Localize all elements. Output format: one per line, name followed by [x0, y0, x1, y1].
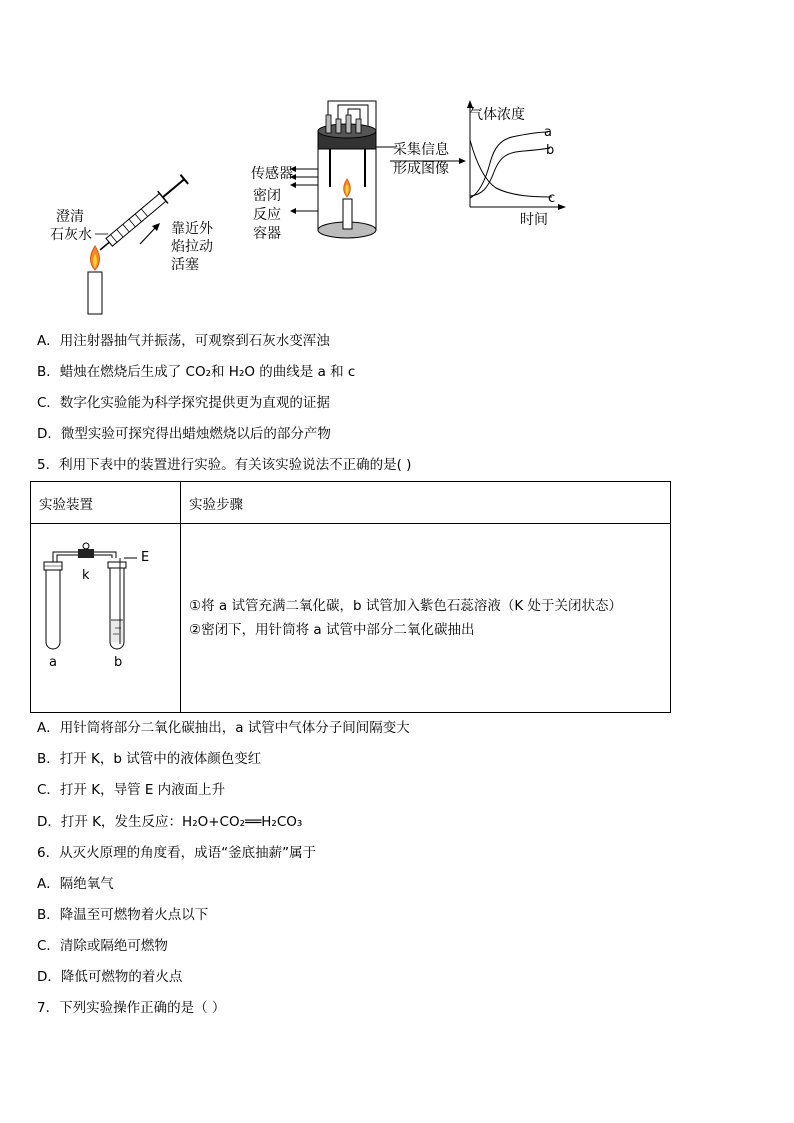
q6-option-b: B．降温至可燃物着火点以下: [37, 907, 209, 923]
q6-option-a: A．隔绝氧气: [37, 876, 114, 892]
label-sensor: 传感器: [251, 166, 293, 182]
table-header-apparatus: 实验装置: [31, 482, 181, 524]
label-action-1: 靠近外: [171, 221, 213, 237]
q6-option-d: D．降低可燃物的着火点: [37, 969, 183, 985]
step-2: ②密闭下，用针筒将 a 试管中部分二氧化碳抽出: [189, 622, 475, 638]
apparatus-label-e: E: [141, 550, 150, 565]
step-1: ①将 a 试管充满二氧化碳，b 试管加入紫色石蕊溶液（K 处于关闭状态）: [189, 598, 622, 614]
label-action-3: 活塞: [171, 257, 199, 273]
table-cell-apparatus: [31, 524, 181, 713]
label-action-2: 焰拉动: [171, 239, 213, 255]
graph-curve-label-a: a: [544, 125, 552, 140]
q7-stem: 7．下列实验操作正确的是（ ）: [37, 1000, 226, 1016]
label-container-2: 反应: [253, 207, 281, 223]
label-lime-water-2: 石灰水: [50, 227, 92, 243]
graph-ylabel: 气体浓度: [469, 107, 525, 123]
label-container-3: 容器: [253, 226, 281, 242]
graph-curve-label-b: b: [546, 143, 555, 158]
table-header-steps: 实验步骤: [181, 482, 671, 524]
q4-option-a: A．用注射器抽气并振荡，可观察到石灰水变浑浊: [37, 333, 330, 349]
experiment-table: [30, 481, 671, 713]
apparatus-label-a: a: [49, 655, 57, 670]
q4-option-b: B．蜡烛在燃烧后生成了 CO₂和 H₂O 的曲线是 a 和 c: [37, 364, 356, 380]
apparatus-label-b: b: [114, 655, 123, 670]
q4-option-d: D．微型实验可探究得出蜡烛燃烧以后的部分产物: [37, 426, 331, 442]
curve-c: [470, 140, 555, 197]
label-lime-water-1: 澄清: [56, 209, 84, 225]
graph-curve-label-c: c: [548, 191, 556, 206]
label-collect-1: 采集信息: [393, 142, 449, 158]
q5-stem: 5．利用下表中的装置进行实验。有关该实验说法不正确的是( ): [37, 457, 412, 473]
apparatus-label-k: k: [82, 568, 90, 583]
q5-option-b: B．打开 K，b 试管中的液体颜色变红: [37, 751, 262, 767]
q5-option-a: A．用针筒将部分二氧化碳抽出，a 试管中气体分子间间隔变大: [37, 720, 410, 736]
q6-option-c: C．清除或隔绝可燃物: [37, 938, 168, 954]
q6-stem: 6．从灭火原理的角度看，成语“釜底抽薪”属于: [37, 845, 317, 861]
table-cell-steps: [181, 524, 671, 713]
test-tube-apparatus: [31, 524, 180, 712]
graph-xlabel: 时间: [520, 212, 548, 228]
q4-option-c: C．数字化实验能为科学探究提供更为直观的证据: [37, 395, 330, 411]
q5-option-d: D．打开 K，发生反应：H₂O+CO₂══H₂CO₃: [37, 814, 303, 830]
curve-a: [470, 132, 548, 198]
label-collect-2: 形成图像: [393, 161, 449, 177]
q5-option-c: C．打开 K，导管 E 内液面上升: [37, 782, 226, 798]
label-container-1: 密闭: [253, 188, 281, 204]
